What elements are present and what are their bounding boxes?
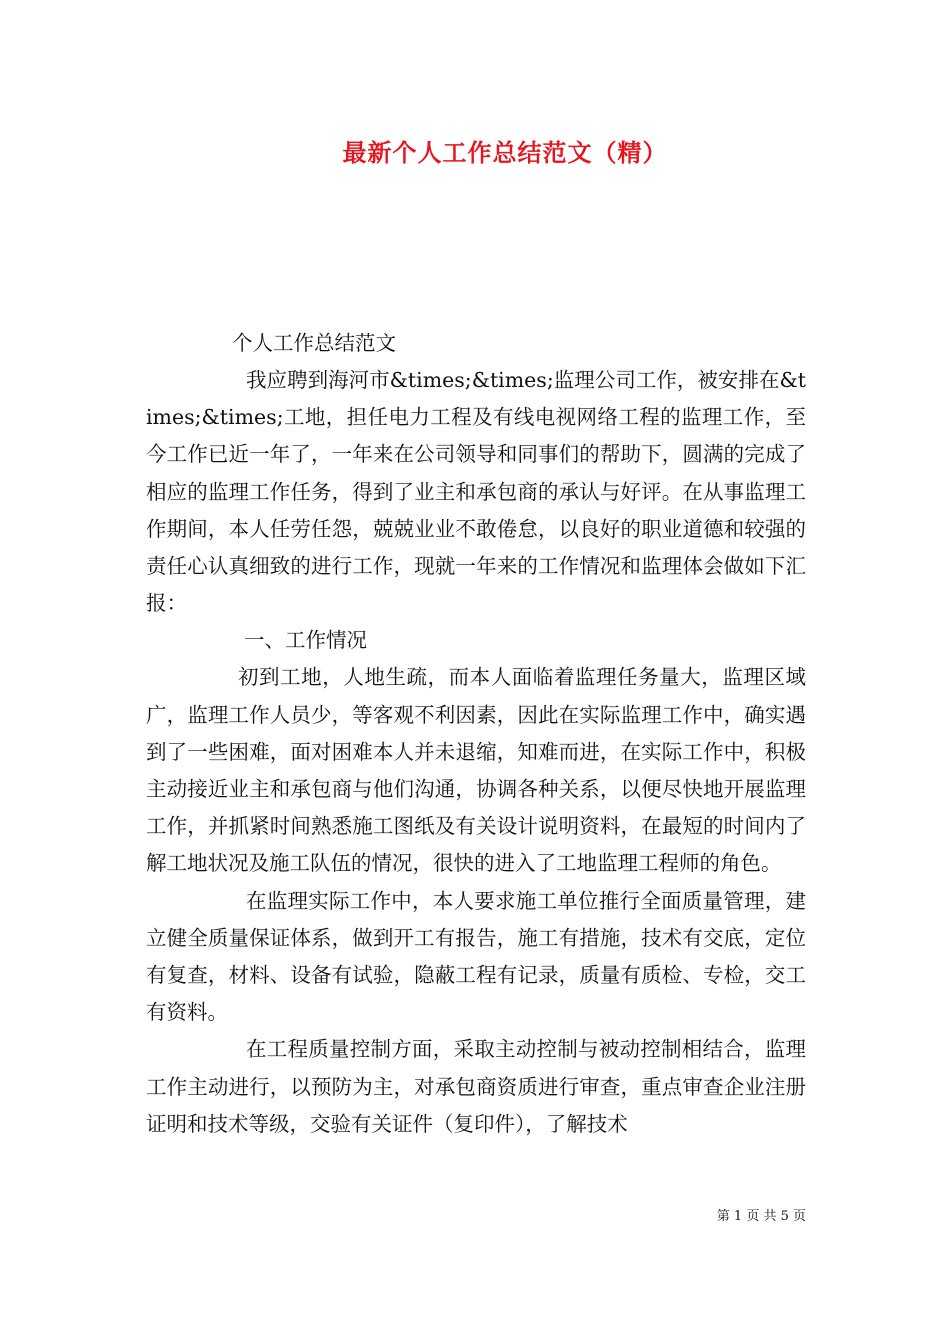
document-subtitle: 个人工作总结范文 xyxy=(232,331,396,355)
document-body xyxy=(146,325,806,1143)
section-heading-work-situation: 一、工作情况 xyxy=(244,628,367,653)
paragraph-quality-control: 在工程质量控制方面，采取主动控制与被动控制相结合，监理工作主动进行，以预防为主，对承包商资质进行审查，重点审查企业注册证明和技术等级，交验有关证件（复印件），了解技术 xyxy=(146,1037,806,1136)
paragraph-initial-work: 初到工地，人地生疏，而本人面临着监理任务量大，监理区域广，监理工作人员少，等客观不利因素，因此在实际监理工作中，确实遇到了一些困难，面对困难本人并未退缩，知难而进，在实际工作中，积极主动接近业主和承包商与他们沟通，协调各种关系，以便尽快地开展监理工作，并抓紧时间熟悉施工图纸及有关设计说明资料，在最短的时间内了解工地状况及施工队伍的情况，很快的进入了工地监理工程师的角色。 xyxy=(146,665,806,876)
page-number-footer: 第 1 页 共 5 页 xyxy=(716,1209,806,1224)
paragraph-intro: 我应聘到海河市&times;&times;监理公司工作，被安排在&times;&times;工地，担任电力工程及有线电视网络工程的监理工作，至今工作已近一年了，一年来在公司领导和同事们的帮助下，圆满的完成了相应的监理工作任务，得到了业主和承包商的承认与好评。在从事监理工作期间，本人任劳任怨，兢兢业业不敢倦怠，以良好的职业道德和较强的责任心认真细致的进行工作，现就一年来的工作情况和监理体会做如下汇报： xyxy=(146,368,806,616)
document-title: 最新个人工作总结范文（精） xyxy=(342,138,668,167)
paragraph-quality-management: 在监理实际工作中，本人要求施工单位推行全面质量管理，建立健全质量保证体系，做到开工有报告，施工有措施，技术有交底，定位有复查，材料、设备有试验，隐蔽工程有记录，质量有质检、专检，交工有资料。 xyxy=(146,888,806,1025)
